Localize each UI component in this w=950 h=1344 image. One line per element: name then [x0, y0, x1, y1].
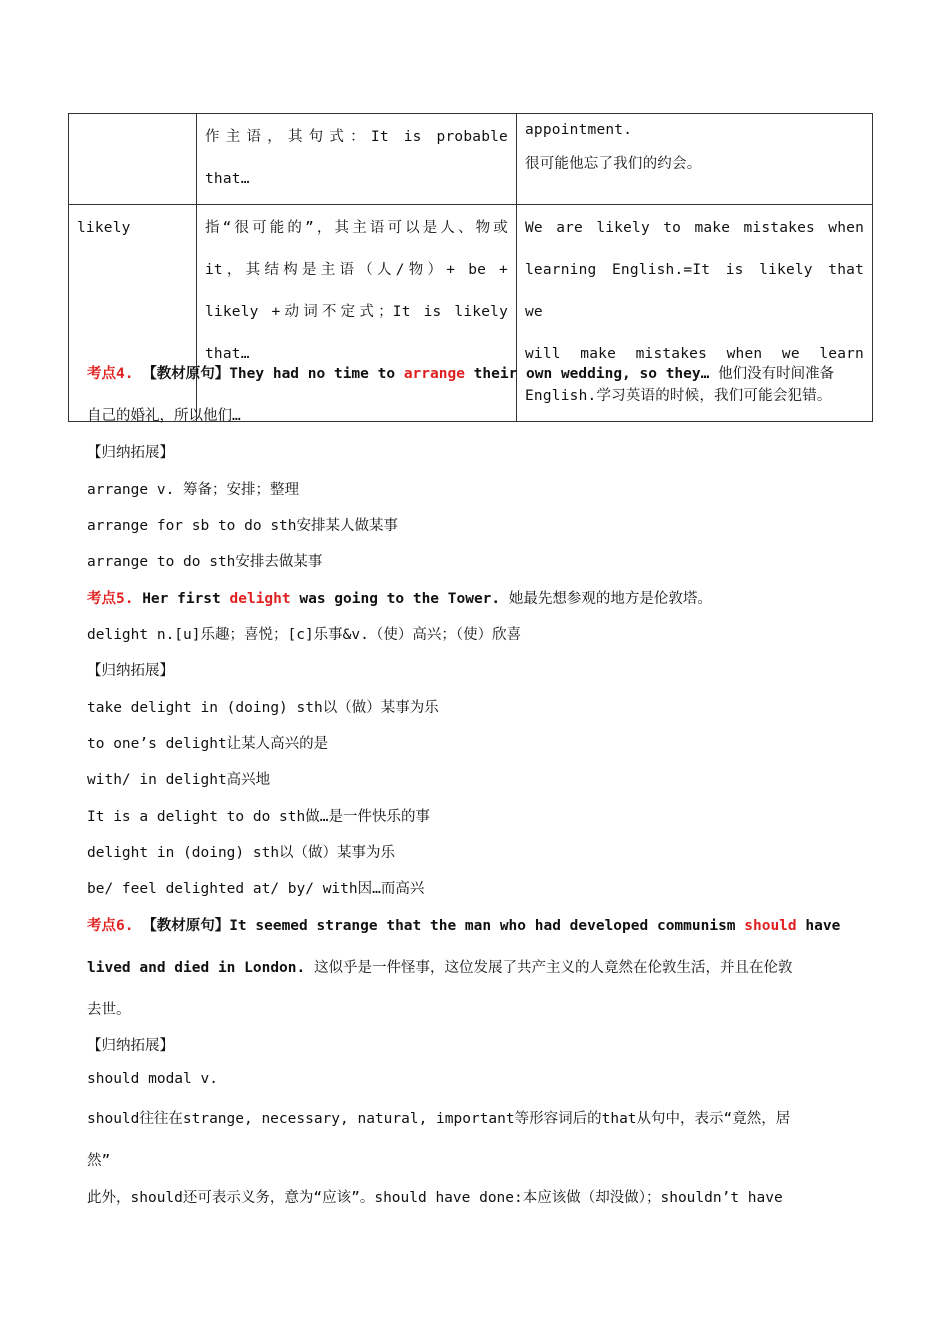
list-item: It is a delight to do sth做…是一件快乐的事: [87, 809, 430, 825]
list-item: be/ feel delighted at/ by/ with因…而高兴: [87, 881, 425, 897]
sentence-text: It seemed strange that the man who had developed communism: [229, 918, 745, 934]
expand-header: 【归纳拓展】: [87, 663, 174, 679]
point4-heading: [87, 362, 864, 383]
point6-heading: [87, 914, 864, 935]
example-line: will make mistakes when we learn: [525, 346, 864, 362]
table-cell-usage: [197, 114, 517, 205]
table-cell-word: likely: [69, 205, 197, 422]
point5-heading: [87, 587, 864, 608]
usage-line: that…: [205, 171, 250, 187]
point6-line3: 去世。: [87, 1002, 131, 1018]
table-cell-example: [517, 114, 873, 205]
list-item: to one’s delight让某人高兴的是: [87, 736, 329, 752]
keyword: delight: [229, 591, 291, 607]
list-item-cont: 然”: [87, 1153, 111, 1169]
list-item: arrange to do sth安排去做某事: [87, 554, 323, 570]
keyword: arrange: [403, 366, 465, 382]
list-item: 此外，should还可表示义务，意为“应该”。should have done:本应该做（却没做）；shouldn’t have: [87, 1190, 783, 1206]
usage-line: that…: [205, 346, 250, 362]
point-label: 考点5.: [87, 591, 134, 607]
sentence-text: have: [796, 918, 841, 934]
list-item: should往往在strange, necessary, natural, important等形容词后的that从句中，表示“竟然，居: [87, 1111, 791, 1127]
example-line: learning English.=It is likely that we: [525, 262, 864, 320]
sentence-text: They had no time to: [229, 366, 404, 382]
example-line: English.学习英语的时候，我们可能会犯错。: [525, 388, 832, 404]
translation: 他们没有时间准备: [709, 366, 835, 382]
sentence-text: Her first: [142, 591, 230, 607]
list-item: arrange for sb to do sth安排某人做某事: [87, 518, 399, 534]
sentence-text: their own wedding, so they…: [464, 366, 710, 382]
list-item: delight in (doing) sth以（做）某事为乐: [87, 845, 396, 861]
point-label: 考点6.: [87, 918, 134, 934]
expand-header: 【归纳拓展】: [87, 445, 174, 461]
table-row: [69, 205, 873, 422]
point4-translation-cont: 自己的婚礼，所以他们…: [87, 408, 241, 424]
source-tag: 【教材原句】: [142, 918, 230, 934]
translation: 她最先想参观的地方是伦敦塔。: [500, 591, 712, 607]
list-item: should modal v.: [87, 1071, 218, 1087]
table-cell-word: [69, 114, 197, 205]
table-cell-example: [517, 205, 873, 422]
example-line: 很可能他忘了我们的约会。: [525, 156, 702, 172]
sentence-text: lived and died in London.: [87, 960, 306, 976]
usage-line: 指“很可能的”，其主语可以是人、物或: [205, 220, 508, 236]
point-label: 考点4.: [87, 366, 134, 382]
translation: 这似乎是一件怪事，这位发展了共产主义的人竟然在伦敦生活，并且在伦敦: [305, 960, 793, 976]
expand-header: 【归纳拓展】: [87, 1038, 174, 1054]
table-row: [69, 114, 873, 205]
definition: delight n.[u]乐趣；喜悦；[c]乐事&v.（使）高兴；（使）欣喜: [87, 627, 522, 643]
example-line: appointment.: [525, 122, 633, 138]
example-line: We are likely to make mistakes when: [525, 220, 864, 236]
sentence-text: was going to the Tower.: [290, 591, 501, 607]
source-tag: 【教材原句】: [142, 366, 230, 382]
list-item: arrange v. 筹备；安排；整理: [87, 482, 300, 498]
list-item: with/ in delight高兴地: [87, 772, 271, 788]
point6-line2: [87, 956, 864, 977]
keyword: should: [744, 918, 797, 934]
usage-line: it，其结构是主语（人/物）+ be +: [205, 262, 508, 278]
usage-line: 作主语，其句式：It is probable: [205, 129, 508, 145]
list-item: take delight in (doing) sth以（做）某事为乐: [87, 700, 439, 716]
usage-line: likely +动词不定式；It is likely: [205, 304, 508, 320]
table-cell-usage: [197, 205, 517, 422]
